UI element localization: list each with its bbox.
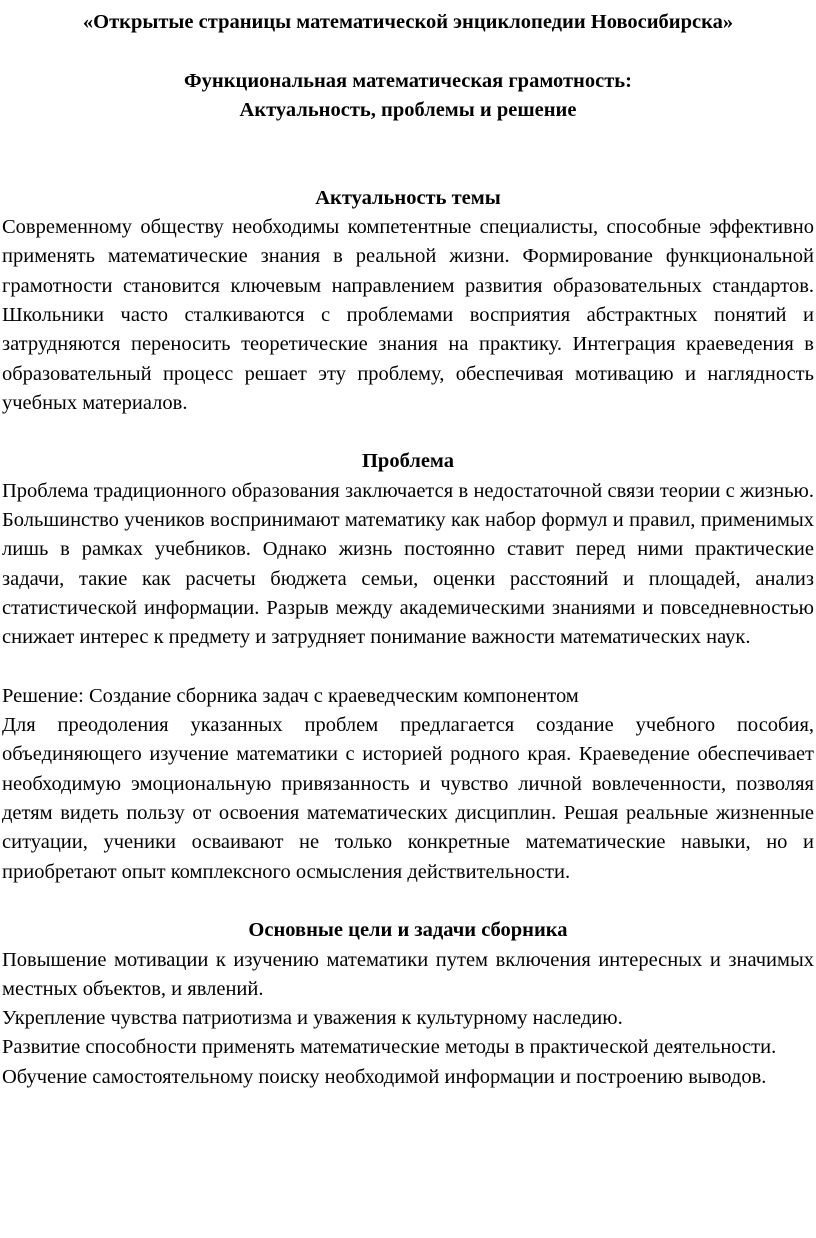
spacer xyxy=(2,418,814,447)
spacer xyxy=(2,653,814,682)
solution-text: Для преодоления указанных проблем предлагается создание учебного пособия, объединяющего изучение математики с историей родного края. Краеведение обеспечивает необходимую эмоциональную привязанность и чувство личной вовлеченности, позволяя детям видеть пользу от освоения математических дисциплин. Решая реальные жизненные ситуации, ученики осваивают не только конкретные математические навыки, но и приобретают опыт комплексного осмысления действительности. xyxy=(2,714,814,883)
goals-list-item: Повышение мотивации к изучению математики путем включения интересных и значимых местных объектов, и явлений. xyxy=(2,948,814,1000)
spacer xyxy=(2,887,814,916)
document-subtitle-line1: Функциональная математическая грамотность: xyxy=(184,69,632,92)
goals-list-item: Обучение самостоятельному поиску необходимой информации и построению выводов. xyxy=(2,1065,767,1088)
solution-heading: Решение: Создание сборника задач с краеведческим компонентом xyxy=(2,684,579,707)
problem-heading: Проблема xyxy=(361,450,454,473)
document-title: «Открытые страницы математической энциклопедии Новосибирска» xyxy=(82,11,734,33)
relevance-text: Современному обществу необходимы компетентные специалисты, способные эффективно применять математические знания в реальной жизни. Формирование функциональной грамотности становится ключевым направлением развития образовательных стандартов. Школьники часто сталкиваются с проблемами восприятия абстрактных понятий и затрудняются переносить теоретические знания на практику. Интеграция краеведения в образовательный процесс решает эту проблему, обеспечивая мотивацию и наглядность учебных материалов. xyxy=(2,216,814,414)
goals-heading: Основные цели и задачи сборника xyxy=(248,919,568,942)
goals-list-item: Укрепление чувства патриотизма и уважения к культурному наследию. xyxy=(2,1007,623,1030)
spacer xyxy=(2,125,814,184)
relevance-heading: Актуальность темы xyxy=(315,186,501,209)
document-subtitle-line2: Актуальность, проблемы и решение xyxy=(239,98,577,121)
spacer xyxy=(2,37,814,66)
goals-list-item: Развитие способности применять математические методы в практической деятельности. xyxy=(2,1036,777,1059)
problem-text: Проблема традиционного образования заключается в недостаточной связи теории с жизнью. Большинство учеников воспринимают математику как набор формул и правил, применимых лишь в рамках учебников. Однако жизнь постоянно ставит перед ними практические задачи, такие как расчеты бюджета семьи, оценки расстояний и площадей, анализ статистической информации. Разрыв между академическими знаниями и повседневностью снижает интерес к предмету и затрудняет понимание важности математических наук. xyxy=(2,479,814,649)
goals-list xyxy=(2,946,814,1092)
